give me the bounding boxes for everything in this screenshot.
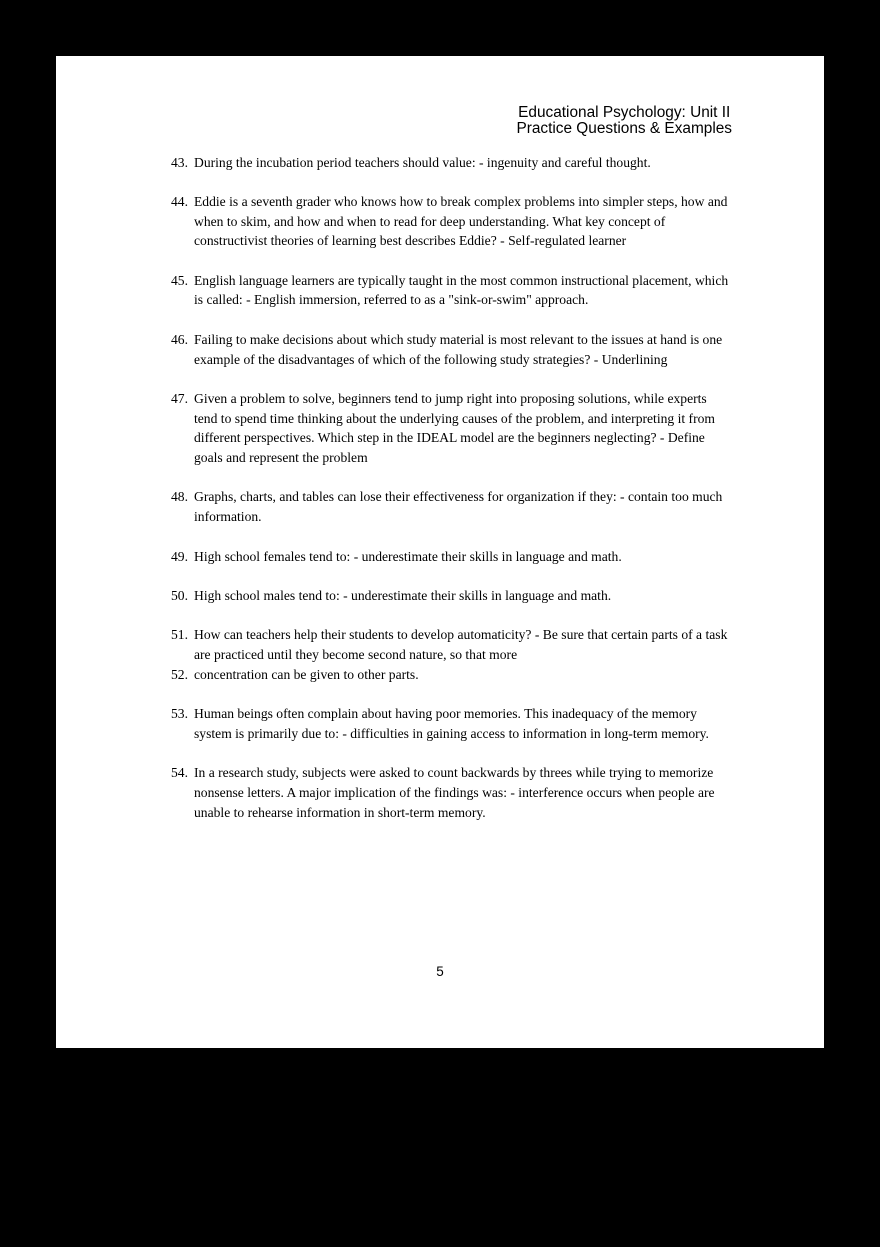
question-text: Eddie is a seventh grader who knows how to break complex problems into simpler steps, how and when to skim, and how and when to read for deep understanding. What key concept of constructivist theories of learning best describes Eddie? - Self-regulated learner [194,193,728,249]
header-title-line2: Practice Questions & Examples [516,119,732,137]
question-text: How can teachers help their students to develop automaticity? - Be sure that certain parts of a task are practiced until they become second nature, so that more [194,627,728,663]
header-title-line1: Educational Psychology: Unit II [518,104,731,121]
question-number: 49. [171,548,188,564]
question-item-50 [171,586,732,606]
question-item-45 [171,271,732,310]
question-item-46 [171,330,732,369]
question-item-48 [171,487,732,526]
question-text: Graphs, charts, and tables can lose their effectiveness for organization if they: - contain too much information. [194,489,723,525]
question-text: High school females tend to: - underestimate their skills in language and math. [194,548,622,564]
question-item-47 [171,389,732,468]
question-item-51 [171,625,732,664]
question-number: 48. [171,489,188,505]
question-text: Human beings often complain about having poor memories. This inadequacy of the memory system is primarily due to: - difficulties in gaining access to information in long-term memory. [194,706,709,741]
question-item-44 [171,192,732,251]
document-header [171,105,732,138]
question-number: 43. [171,154,188,170]
question-list [171,153,732,823]
question-text: English language learners are typically taught in the most common instructional placement, which is called: - English immersion, referred to as a "sink-or-swim" approach. [194,272,729,308]
document-header-block [516,105,732,136]
question-number: 54. [171,765,188,781]
question-text: High school males tend to: - underestimate their skills in language and math. [194,587,612,603]
question-text: Failing to make decisions about which study material is most relevant to the issues at hand is one example of the disadvantages of which of the following study strategies? - Underlining [194,331,723,367]
question-item-52 [171,665,732,685]
page-content [56,56,824,822]
question-item-54 [171,763,732,822]
question-text: Given a problem to solve, beginners tend to jump right into proposing solutions, while experts tend to spend time thinking about the underlying causes of the problem, and interpreting it from different perspectives. Which step in the IDEAL model are the beginners neglecting? - Define goals and represent the problem [194,390,715,466]
page-number: 5 [436,964,444,979]
question-number: 52. [171,666,188,682]
question-item-49 [171,547,732,567]
question-text: During the incubation period teachers should value: - ingenuity and careful thought. [194,154,651,170]
question-number: 50. [171,587,188,603]
question-number: 51. [171,627,188,643]
question-number: 44. [171,193,188,209]
question-item-53 [171,704,732,743]
question-text: concentration can be given to other parts. [194,666,419,682]
question-number: 45. [171,272,188,288]
question-number: 53. [171,706,188,722]
question-number: 47. [171,390,188,406]
question-number: 46. [171,331,188,347]
document-page [56,56,824,1048]
question-item-43 [171,153,732,173]
question-text: In a research study, subjects were asked to count backwards by threes while trying to memorize nonsense letters. A major implication of the findings was: - interference occurs when people are unable to rehearse information in short-term memory. [194,765,715,820]
